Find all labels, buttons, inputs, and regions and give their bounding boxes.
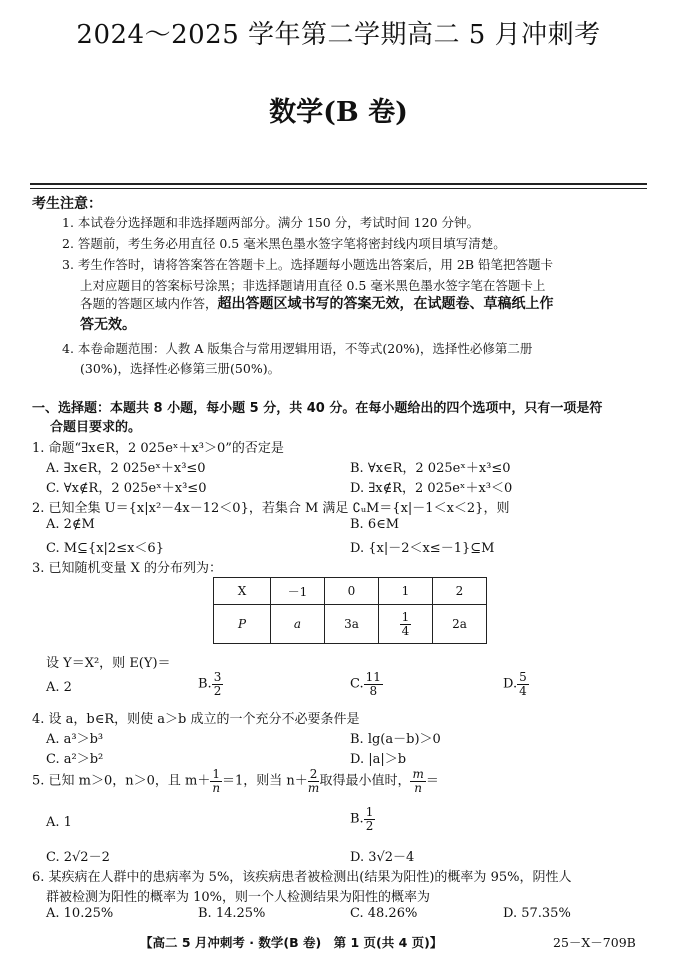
table-cell: 3a — [325, 605, 379, 644]
notice-item-3-line3-bold: 超出答题区域书写的答案无效，在试题卷、草稿纸上作 — [217, 296, 554, 312]
table-cell: P — [214, 605, 271, 644]
exam-subtitle: 数学(B 卷) — [269, 97, 408, 128]
page-footer: 【高二 5 月冲刺考 · 数学(B 卷) 第 1 页(共 4 页)】 — [140, 935, 443, 950]
q5-option-d: D. 3√2－4 — [350, 850, 415, 865]
fraction: $\frac{5}{4}$ — [519, 670, 527, 698]
q2-option-b: B. 6∈M — [350, 517, 400, 532]
fraction: $\frac{1}{4}$ — [401, 609, 410, 638]
section-1-line2: 合题目要求的。 — [50, 420, 142, 435]
section-1-line1: 一、选择题：本题共 8 小题，每小题 5 分，共 40 分。在每小题给出的四个选项中，只有一项是符 — [32, 401, 603, 416]
q2-option-c: C. M⊆{x|2≤x＜6} — [46, 541, 164, 556]
q1-option-a: A. ∃x∈R，2 025eˣ＋x³≤0 — [46, 461, 206, 476]
divider-thick — [30, 183, 647, 185]
q6-stem-line1: 6. 某疾病在人群中的患病率为 5%，该疾病患者被检测出(结果为阳性)的概率为 95%，阴性人 — [32, 870, 572, 885]
distribution-value-row — [214, 605, 487, 644]
notice-item-4-line2: (30%)，选择性必修第三册(50%)。 — [80, 361, 281, 376]
q1-option-d: D. ∃x∉R，2 025eˣ＋x³＜0 — [350, 481, 513, 496]
q1-option-c: C. ∀x∉R，2 025eˣ＋x³≤0 — [46, 481, 207, 496]
table-cell: X — [214, 578, 271, 605]
q3-option-b: B. $\frac{3}{2}$ — [198, 670, 222, 698]
q3-stem: 3. 已知随机变量 X 的分布列为： — [32, 561, 223, 576]
q4-option-a: A. a³＞b³ — [46, 732, 104, 747]
exam-code: 25－X－709B — [553, 935, 636, 950]
q3-prompt: 设 Y＝X²，则 E(Y)＝ — [46, 656, 171, 671]
q6-option-d: D. 57.35% — [503, 906, 571, 921]
table-cell: a — [271, 605, 325, 644]
q1-option-b: B. ∀x∈R，2 025eˣ＋x³≤0 — [350, 461, 511, 476]
notice-item-3-line4: 答无效。 — [80, 317, 136, 333]
q4-option-d: D. |a|＞b — [350, 752, 407, 767]
q4-option-c: C. a²＞b² — [46, 752, 104, 767]
table-cell: 2 — [433, 578, 487, 605]
fraction: $\frac{1}{n}$ — [212, 767, 221, 795]
distribution-header-row — [214, 578, 487, 605]
q2-stem: 2. 已知全集 U＝{x|x²－4x－12＜0}，若集合 M 满足 ∁ᵤM＝{x|－1＜x＜2}，则 — [32, 501, 510, 516]
q4-option-b: B. lg(a－b)＞0 — [350, 732, 441, 747]
fraction: $\frac{m}{n}$ — [412, 767, 424, 795]
table-cell: 0 — [325, 578, 379, 605]
fraction: $\frac{11}{8}$ — [365, 670, 381, 698]
table-cell: －1 — [271, 578, 325, 605]
notice-item-3-line3 — [80, 293, 554, 313]
q3-option-c: C. $\frac{11}{8}$ — [350, 670, 381, 698]
divider-thin — [30, 188, 647, 189]
q6-option-c: C. 48.26% — [350, 906, 418, 921]
q5-option-c: C. 2√2－2 — [46, 850, 110, 865]
notice-item-2: 2. 答题前，考生务必用直径 0.5 毫米黑色墨水签字笔将密封线内项目填写清楚。 — [62, 236, 506, 251]
q6-option-b: B. 14.25% — [198, 906, 266, 921]
q3-option-a: A. 2 — [46, 680, 72, 695]
notice-item-1: 1. 本试卷分选择题和非选择题两部分。满分 150 分，考试时间 120 分钟。 — [62, 215, 480, 230]
q2-option-a: A. 2∉M — [46, 517, 95, 532]
fraction: $\frac{2}{m}$ — [307, 767, 320, 795]
distribution-table — [213, 577, 487, 644]
fraction: $\frac{3}{2}$ — [213, 670, 222, 698]
notice-item-4-line1: 4. 本卷命题范围：人教 A 版集合与常用逻辑用语，不等式(20%)，选择性必修第二册 — [62, 341, 533, 356]
notice-item-3-line3-normal: 各题的答题区域内作答， — [80, 296, 218, 311]
q6-option-a: A. 10.25% — [46, 906, 114, 921]
q5-option-a: A. 1 — [46, 815, 72, 830]
notice-item-3-line1: 3. 考生作答时，请将答案答在答题卡上。选择题每小题选出答案后，用 2B 铅笔把答题卡 — [62, 257, 553, 272]
q3-option-d: D. $\frac{5}{4}$ — [503, 670, 527, 698]
notice-heading: 考生注意： — [32, 196, 102, 212]
q2-option-d: D. {x|－2＜x≤－1}⊆M — [350, 541, 495, 556]
notice-item-3-line2: 上对应题目的答案标号涂黑；非选择题请用直径 0.5 毫米黑色墨水签字笔在答题卡上 — [80, 278, 546, 293]
exam-title: 2024～2025 学年第二学期高二 5 月冲刺考 — [76, 20, 601, 50]
q4-stem: 4. 设 a，b∈R，则使 a＞b 成立的一个充分不必要条件是 — [32, 712, 360, 727]
table-cell: 1 — [379, 578, 433, 605]
fraction: $\frac{1}{2}$ — [365, 805, 374, 833]
table-cell: 2a — [433, 605, 487, 644]
q1-stem: 1. 命题“∃x∈R，2 025eˣ＋x³＞0”的否定是 — [32, 441, 284, 456]
q6-stem-line2: 群被检测为阳性的概率为 10%，则一个人检测结果为阳性的概率为 — [46, 890, 431, 905]
q5-stem: 5. 已知 m＞0，n＞0，且 m＋ $\frac{1}{n}$ ＝1，则当 n＋ $\frac{2}{m}$ 取得最小值时， $\frac{m}{n}$ ＝ — [32, 767, 439, 795]
q5-option-b: B. $\frac{1}{2}$ — [350, 805, 374, 833]
table-cell — [379, 605, 433, 644]
